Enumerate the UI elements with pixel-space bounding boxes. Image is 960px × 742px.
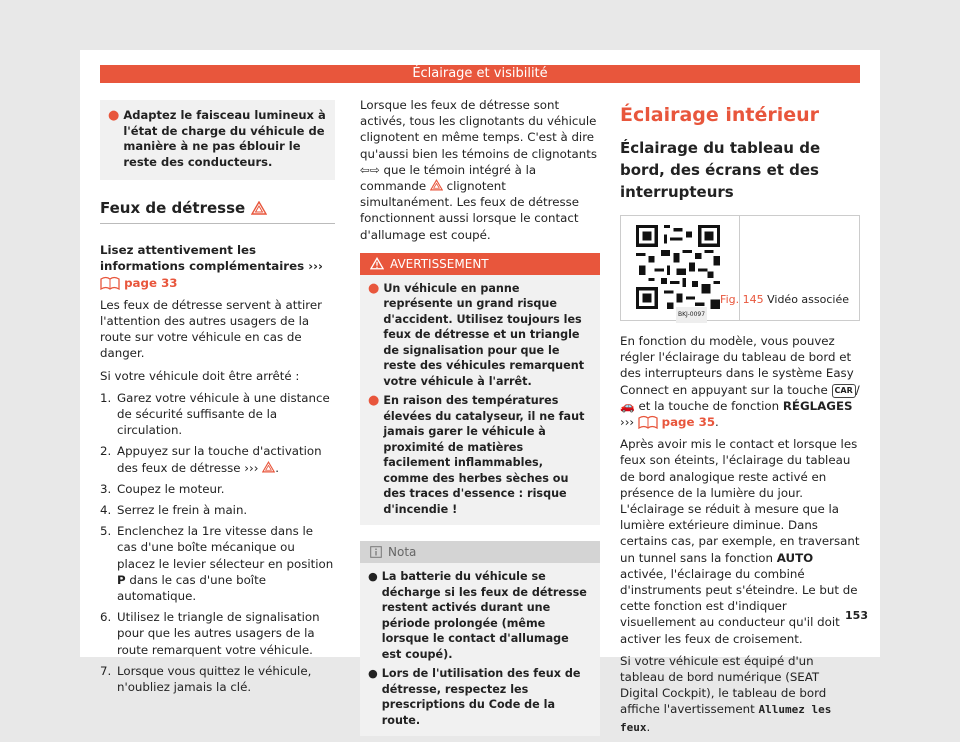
note-title: Nota — [388, 545, 417, 560]
warning-header — [360, 253, 600, 275]
left-column — [100, 100, 335, 700]
display-message: Allumez les feux — [620, 703, 832, 734]
qr-code-icon[interactable] — [633, 222, 723, 312]
note-text: La batterie du véhicule se décharge si les feux de détresse restent activés durant une période prolongée (même lorsque le contact d'allumage est coupé). — [381, 570, 587, 661]
step-text: Lorsque vous quittez le véhicule, n'oubliez jamais la clé. — [117, 663, 312, 695]
info-icon — [370, 546, 382, 558]
read-more — [100, 242, 335, 291]
steps-list — [100, 390, 335, 695]
paragraph-text: Si votre véhicule est équipé d'un tableau de bord numérique (SEAT Digital Cockpit), le tableau de bord affiche l'avertissement — [620, 653, 827, 717]
middle-column — [360, 97, 600, 736]
step-number: 3. — [100, 481, 112, 496]
step-text — [117, 523, 335, 604]
warning-body — [360, 275, 600, 526]
list-item — [368, 666, 592, 728]
page-link[interactable]: page 35 — [661, 415, 716, 430]
paragraph: En fonction du modèle, vous pouvez régler l'éclairage du tableau de bord et des interrupteurs dans le système Easy Connect en appuyant sur la touche CAR / 🚗 et la touche de fonction RÉGLAGES ››› page 35. — [620, 334, 860, 430]
list-item — [100, 390, 335, 439]
list-item — [100, 523, 335, 604]
paragraph — [620, 436, 860, 647]
list-item — [368, 281, 592, 390]
chapter-header: Éclairage et visibilité — [100, 65, 860, 83]
intro-text: Les feux de détresse servent à attirer l'attention des autres usagers de la route sur votre véhicule en cas de danger. — [100, 297, 322, 361]
page-number: 153 — [845, 609, 868, 622]
figure-caption-text: Vidéo associée — [767, 292, 849, 306]
warning-icon — [370, 257, 384, 270]
bullet-icon: ● — [368, 570, 378, 584]
list-item — [100, 481, 335, 497]
list-item — [368, 569, 592, 662]
manual-page — [80, 50, 880, 734]
arrow-icon: ››› — [308, 259, 323, 274]
hazard-warning-icon — [430, 179, 443, 191]
note-text: Lors de l'utilisation des feux de détresse, respectez les prescriptions du Code de la route. — [381, 667, 581, 727]
paragraph-text: activée, l'éclairage du combiné d'instruments peut s'éteindre. Le but de cette fonction est d'indiquer visuellement au conducteur qu'il doit activer les feux de croisement. — [620, 566, 858, 646]
step-text: Utilisez le triangle de signalisation pour que les autres usagers de la route remarquent votre véhicule. — [117, 610, 320, 657]
step-text-content: Appuyez sur la touche d'activation des feux de détresse ››› — [117, 444, 322, 475]
hazard-description-c: clignotent simultanément. Les feux de détresse fonctionnent aussi lorsque le contact d'allumage est coupé. — [360, 179, 580, 242]
stopped-label: Si votre véhicule doit être arrêté : — [100, 368, 300, 383]
step-text: Serrez le frein à main. — [117, 503, 248, 518]
paragraph-text: et la touche de fonction — [638, 398, 780, 413]
step-text-b: dans le cas d'une boîte automatique. — [117, 572, 266, 604]
car-icon: 🚗 — [620, 398, 635, 413]
bullet-icon: ● — [368, 393, 380, 409]
turn-signal-icon: ⇦⇨ — [360, 162, 380, 177]
hazard-description-b: que le témoin intégré à la commande — [360, 162, 537, 194]
list-item — [100, 609, 335, 658]
figure — [620, 215, 860, 321]
section-title — [100, 200, 335, 224]
book-icon — [100, 276, 120, 290]
list-item — [368, 393, 592, 517]
hazard-description-a: Lorsque les feux de détresse sont activés, tous les clignotants du véhicule clignotent en même temps. C'est à dire qu'aussi bien les témoins de clignotants — [360, 98, 597, 161]
gear-position: P — [117, 572, 126, 587]
step-number: 7. — [100, 663, 112, 678]
note-header — [360, 541, 600, 563]
settings-function: RÉGLAGES — [782, 398, 853, 413]
step-text: Appuyez sur la touche d'activation des feux de détresse ››› . — [117, 444, 322, 475]
step-text: Coupez le moteur. — [117, 481, 225, 496]
list-item — [100, 443, 335, 475]
list-item — [100, 663, 335, 695]
subsection-title: Éclairage du tableau de bord, des écrans et des interrupteurs — [620, 139, 821, 201]
read-more-text: Lisez attentivement les informations complémentaires — [100, 243, 305, 274]
arrow-icon: ››› — [620, 415, 635, 430]
step-text: Garez votre véhicule à une distance de sécurité suffisante de la circulation. — [117, 390, 330, 438]
book-icon — [638, 415, 658, 429]
paragraph-text: Après avoir mis le contact et lorsque les feux son éteints, l'éclairage du tableau de bord analogique reste activé en présence de la lumière du jour. L'éclairage se réduit à mesure que la lumière extérieure diminue. Dans certains cas, par exemple, en traversant un tunnel sans la fonction — [620, 437, 860, 565]
car-key-icon: CAR — [832, 384, 856, 398]
bullet-icon: ● — [368, 280, 380, 296]
chapter-title: Éclairage intérieur — [620, 104, 820, 126]
paragraph-text: En fonction du modèle, vous pouvez régler l'éclairage du tableau de bord et des interrupteurs dans le système Easy Connect en appuyant sur la touche — [620, 334, 854, 397]
warning-text: Un véhicule en panne représente un grand risque d'accident. Utilisez toujours les feux de détresse et un triangle de signalisation pour que le reste des véhicules remarquent votre véhicule à l'arrêt. — [383, 281, 585, 388]
figure-caption — [720, 292, 849, 308]
auto-function: AUTO — [776, 550, 814, 565]
note-box — [360, 541, 600, 736]
paragraph — [620, 653, 860, 736]
info-box-text: Adaptez le faisceau lumineux à l'état de charge du véhicule de manière à ne pas éblouir le reste des conducteurs. — [123, 108, 326, 169]
warning-box — [360, 253, 600, 526]
bullet-icon: ● — [108, 108, 120, 123]
list-item — [100, 502, 335, 518]
info-box — [100, 100, 335, 180]
right-column — [620, 97, 860, 742]
paragraph-end: . — [646, 719, 651, 734]
warning-text: En raison des températures élevées du catalyseur, il ne faut jamais garer le véhicule à proximité de matières facilement inflammables, comme des herbes sèches ou des traces d'essence : risque d'incendie ! — [383, 394, 585, 516]
page-link[interactable]: page 33 — [124, 275, 178, 290]
step-number: 6. — [100, 610, 112, 625]
step-number: 5. — [100, 524, 112, 539]
step-number: 2. — [100, 444, 112, 459]
hazard-description — [360, 97, 600, 243]
step-number: 1. — [100, 390, 112, 405]
step-text-a: Enclenchez la 1re vitesse dans le cas d'une boîte mécanique ou placez le levier sélecteur en position — [117, 524, 334, 571]
bullet-icon: ● — [368, 667, 378, 681]
note-body — [360, 563, 600, 736]
figure-id: BKJ-0097 — [676, 307, 707, 323]
step-number: 4. — [100, 503, 112, 518]
section-title-text: Feux de détresse — [100, 199, 246, 217]
hazard-warning-icon — [251, 201, 267, 215]
warning-title: AVERTISSEMENT — [390, 256, 489, 271]
hazard-warning-icon — [262, 461, 275, 473]
figure-label: Fig. 145 — [720, 292, 764, 306]
